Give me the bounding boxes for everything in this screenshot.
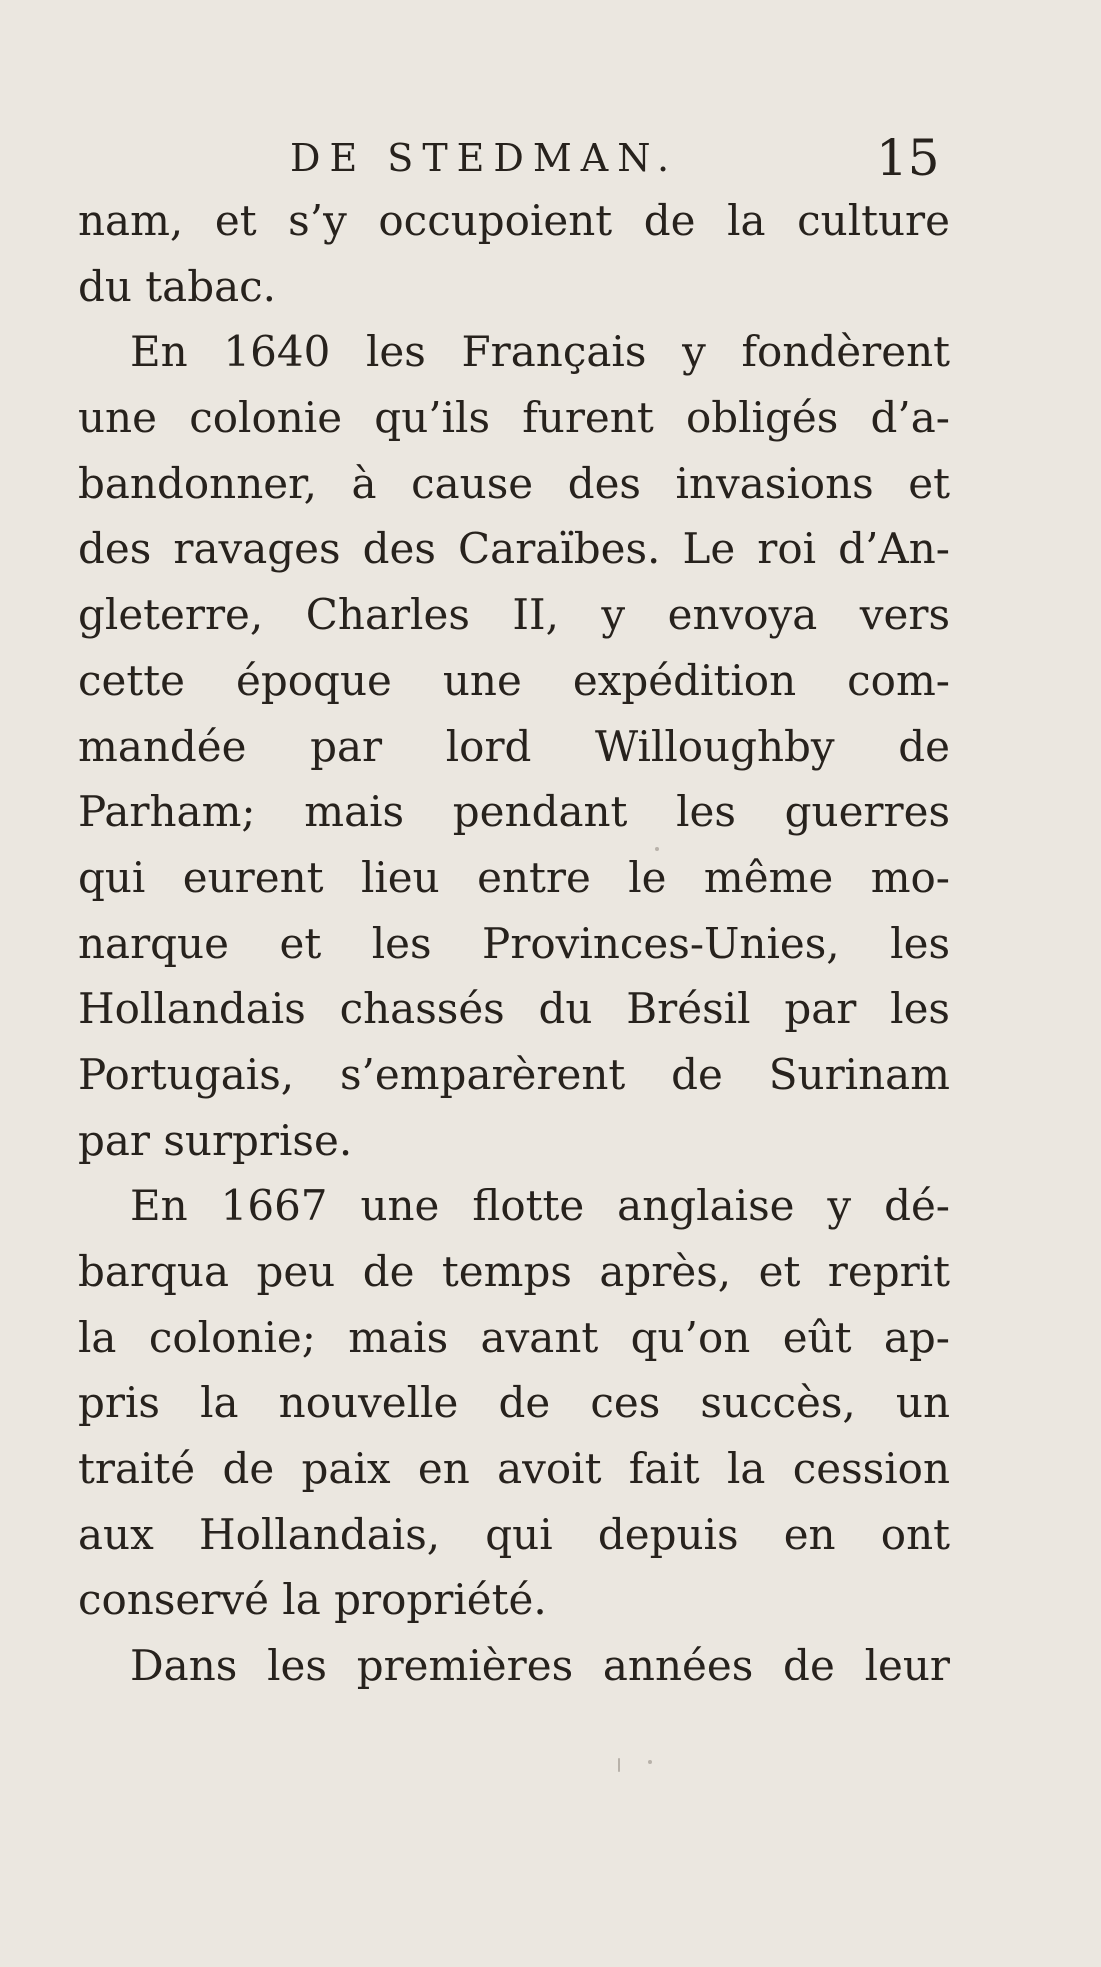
text-line: des ravages des Caraïbes. Le roi d’An- [78,524,950,574]
text-line: mandée par lord Willoughby de [78,721,950,771]
text-line: Hollandais chassés du Brésil par les [78,984,950,1034]
text-line: nam, et s’y occupoient de la culture [78,196,950,245]
running-title: DE STEDMAN. [290,136,679,180]
text-line: une colonie qu’ils furent obligés d’a- [78,393,950,443]
text-line: bandonner, à cause des invasions et [78,458,950,508]
text-line: du tabac. [78,261,277,311]
paper-speck [618,1758,620,1772]
text-line: En 1640 les Français y fondèrent [130,327,950,377]
text-line: conservé la propriété. [78,1575,547,1625]
text-line: gleterre, Charles II, y envoya vers [78,590,950,640]
body-text [78,188,950,1699]
text-line: pris la nouvelle de ces succès, un [78,1378,950,1428]
text-line: la colonie; mais avant qu’on eût ap- [78,1312,950,1362]
text-line: Portugais, s’emparèrent de Surinam [78,1049,950,1099]
text-line: par surprise. [78,1115,353,1165]
paper-speck [648,1760,652,1764]
text-line: cette époque une expédition com- [78,655,950,705]
text-line: Parham; mais pendant les guerres [78,787,950,837]
text-line: En 1667 une flotte anglaise y dé- [130,1181,950,1231]
text-line: Dans les premières années de leur [130,1641,950,1691]
text-line: qui eurent lieu entre le même mo- [78,852,950,902]
text-line: traité de paix en avoit fait la cession [78,1444,950,1494]
text-line: aux Hollandais, qui depuis en ont [78,1509,950,1559]
paper-speck [655,847,659,851]
text-line: narque et les Provinces-Unies, les [78,918,950,968]
page-number: 15 [876,129,940,187]
text-line: barqua peu de temps après, et reprit [78,1247,950,1296]
running-head [0,128,1101,188]
